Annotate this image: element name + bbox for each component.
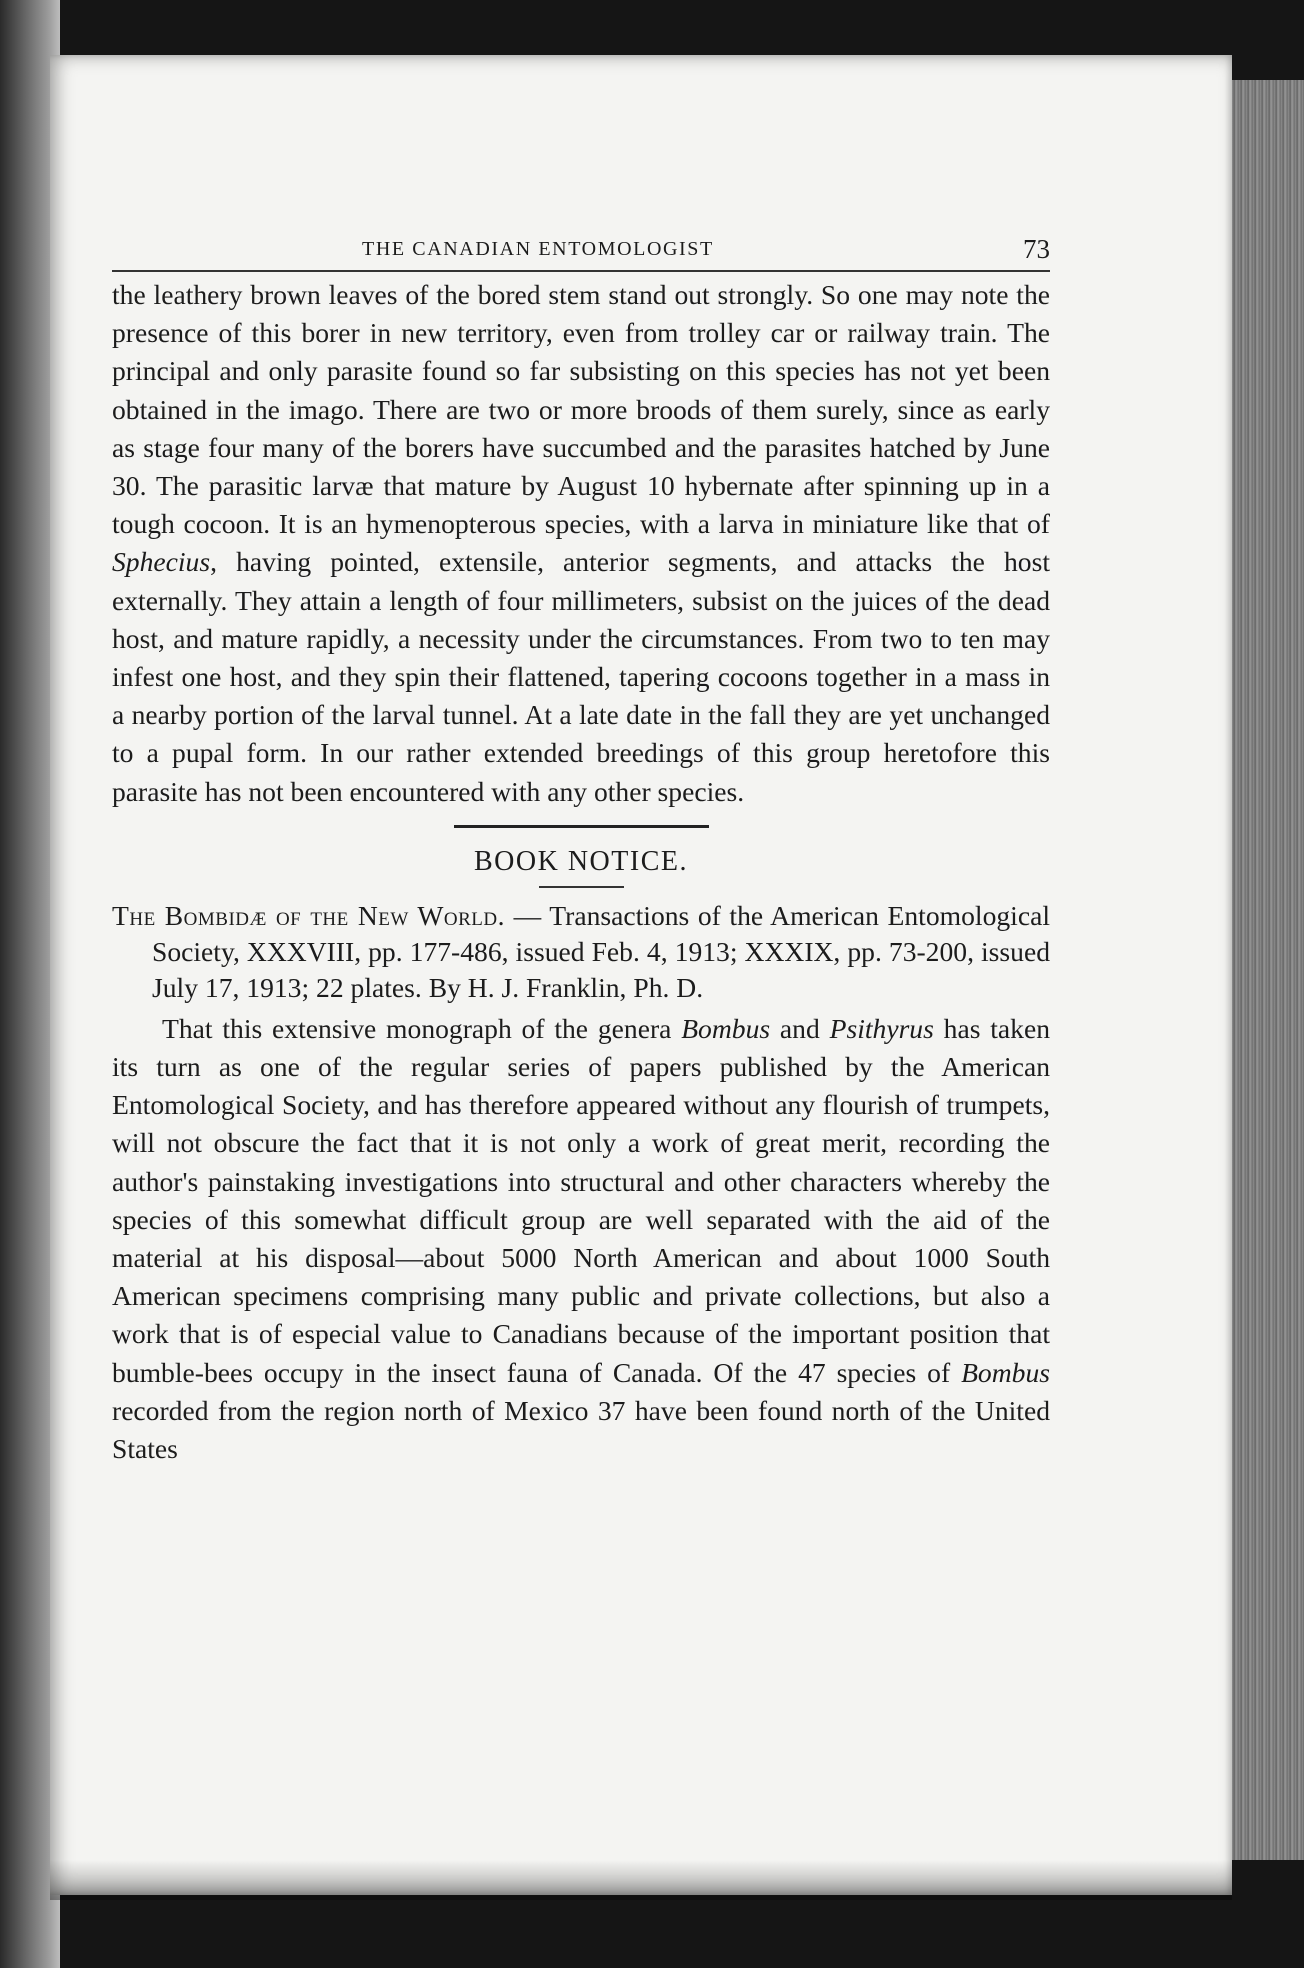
running-header: [112, 230, 1050, 272]
heading-underline: [539, 886, 624, 888]
paragraph-text: and: [770, 1012, 830, 1044]
page-content: [112, 230, 1050, 1468]
paragraph-text: recorded from the region north of Mexico 37 have been found north of the United States: [112, 1394, 1050, 1465]
running-title: THE CANADIAN ENTOMOLOGIST: [362, 238, 714, 260]
paragraph-text: has taken its turn as one of the regular series of papers published by the American Entomological Society, and has therefore appeared without any flourish of trumpets, will not obscure the fact that it is not only a work of great merit, recording the author's painstaking investigations into structural and other characters whereby the species of this somewhat difficult group are well separated with the aid of the material at his disposal—about 5000 North American and about 1000 South American specimens comprising many public and private collections, but also a work that is of especial value to Canadians because of the important position that bumble-bees occupy in the insect fauna of Canada. Of the 47 species of: [112, 1012, 1050, 1388]
genus-name: Bombus: [961, 1356, 1050, 1388]
page-bottom-shadow: [50, 1860, 1232, 1900]
genus-name: Bombus: [681, 1012, 771, 1044]
page-edges: [1224, 80, 1304, 1860]
section-divider: [454, 825, 709, 828]
genus-name: Sphecius: [112, 546, 211, 578]
book-details: — Transactions of the American Entomological Society, XXXVIII, pp. 177-486, issued Feb. 4, 1913; XXXIX, pp. 73-200, issued July 17, 1913; 22 plates. By H. J. Franklin, Ph. D.: [152, 899, 1050, 1003]
genus-name: Psithyrus: [829, 1012, 934, 1044]
section-heading: BOOK NOTICE.: [474, 845, 688, 877]
paragraph-text: That this extensive monograph of the genera: [162, 1012, 682, 1044]
continued-paragraph: [112, 272, 1050, 811]
book-title: The Bombidæ of the New World.: [112, 899, 506, 931]
paragraph-text: the leathery brown leaves of the bored stem stand out strongly. So one may note the presence of this borer in new territory, even from trolley car or railway train. The principal and only parasite found so far subsisting on this species has not yet been obtained in the imago. There are two or more broods of them surely, since as early as stage four many of the borers have succumbed and the parasites hatched by June 30. The parasitic larvæ that mature by August 10 hybernate after spinning up in a tough cocoon. It is an hymenopterous species, with a larva in miniature like that of: [112, 279, 1050, 540]
page-number: 73: [1023, 234, 1050, 264]
paragraph-text: , having pointed, extensile, anterior segments, and attacks the host externally. They attain a length of four millimeters, subsist on the juices of the dead host, and mature rapidly, a necessity under the circumstances. From two to ten may infest one host, and they spin their flattened, tapering cocoons together in a mass in a nearby portion of the larval tunnel. At a late date in the fall they are yet unchanged to a pupal form. In our rather extended breedings of this group heretofore this parasite has not been encountered with any other species.: [112, 546, 1050, 807]
book-reference: [112, 898, 1050, 1006]
review-paragraph: [112, 1010, 1050, 1468]
